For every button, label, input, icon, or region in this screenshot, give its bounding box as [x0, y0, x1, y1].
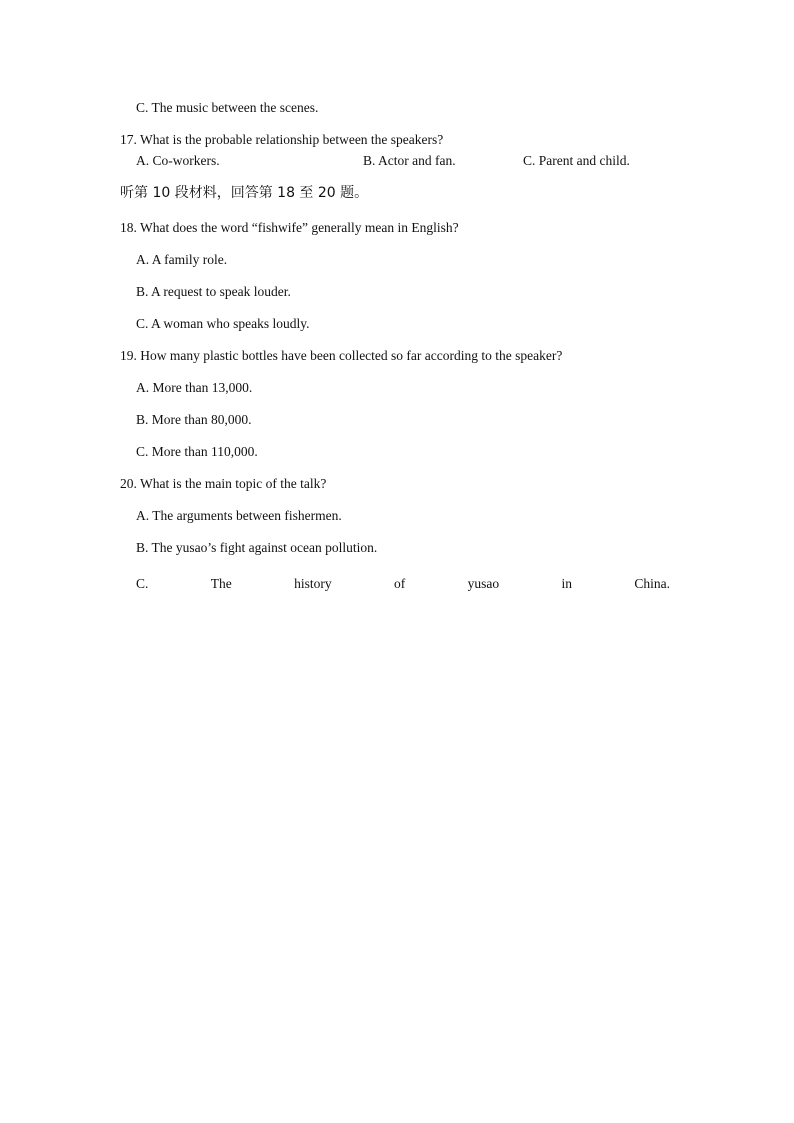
q16-option-c: C. The music between the scenes. — [136, 100, 319, 115]
q20-option-a: A. The arguments between fishermen. — [136, 508, 342, 523]
q18-question: 18. What does the word “fishwife” generally mean in English? — [120, 220, 459, 235]
q20-option-c-word: The — [210, 576, 232, 591]
q17-option-b: B. Actor and fan. — [363, 153, 456, 168]
q19-question: 19. How many plastic bottles have been collected so far according to the speaker? — [120, 348, 563, 363]
q19-option-b: B. More than 80,000. — [136, 412, 252, 427]
section-heading: 听第 10 段材料，回答第 18 至 20 题。 — [120, 185, 369, 201]
q17-option-c: C. Parent and child. — [523, 153, 630, 168]
q17-option-a: A. Co-workers. — [136, 153, 220, 168]
q20-question: 20. What is the main topic of the talk? — [120, 476, 327, 491]
q20-option-b: B. The yusao’s fight against ocean pollution. — [136, 540, 378, 555]
q20-option-c-word: of — [393, 576, 406, 591]
q20-option-c — [136, 575, 670, 593]
q19-option-a: A. More than 13,000. — [136, 380, 253, 395]
q20-option-c-word: China. — [634, 576, 670, 591]
q18-option-c: C. A woman who speaks loudly. — [136, 316, 310, 331]
q20-option-c-word: history — [294, 576, 332, 591]
q19-option-c: C. More than 110,000. — [136, 444, 258, 459]
q18-option-b: B. A request to speak louder. — [136, 284, 291, 299]
q20-option-c-word: in — [561, 576, 572, 591]
q20-option-c-word: yusao — [467, 576, 500, 591]
q17-question: 17. What is the probable relationship between the speakers? — [120, 132, 444, 147]
q20-option-c-word: C. — [136, 576, 149, 591]
q18-option-a: A. A family role. — [136, 252, 228, 267]
